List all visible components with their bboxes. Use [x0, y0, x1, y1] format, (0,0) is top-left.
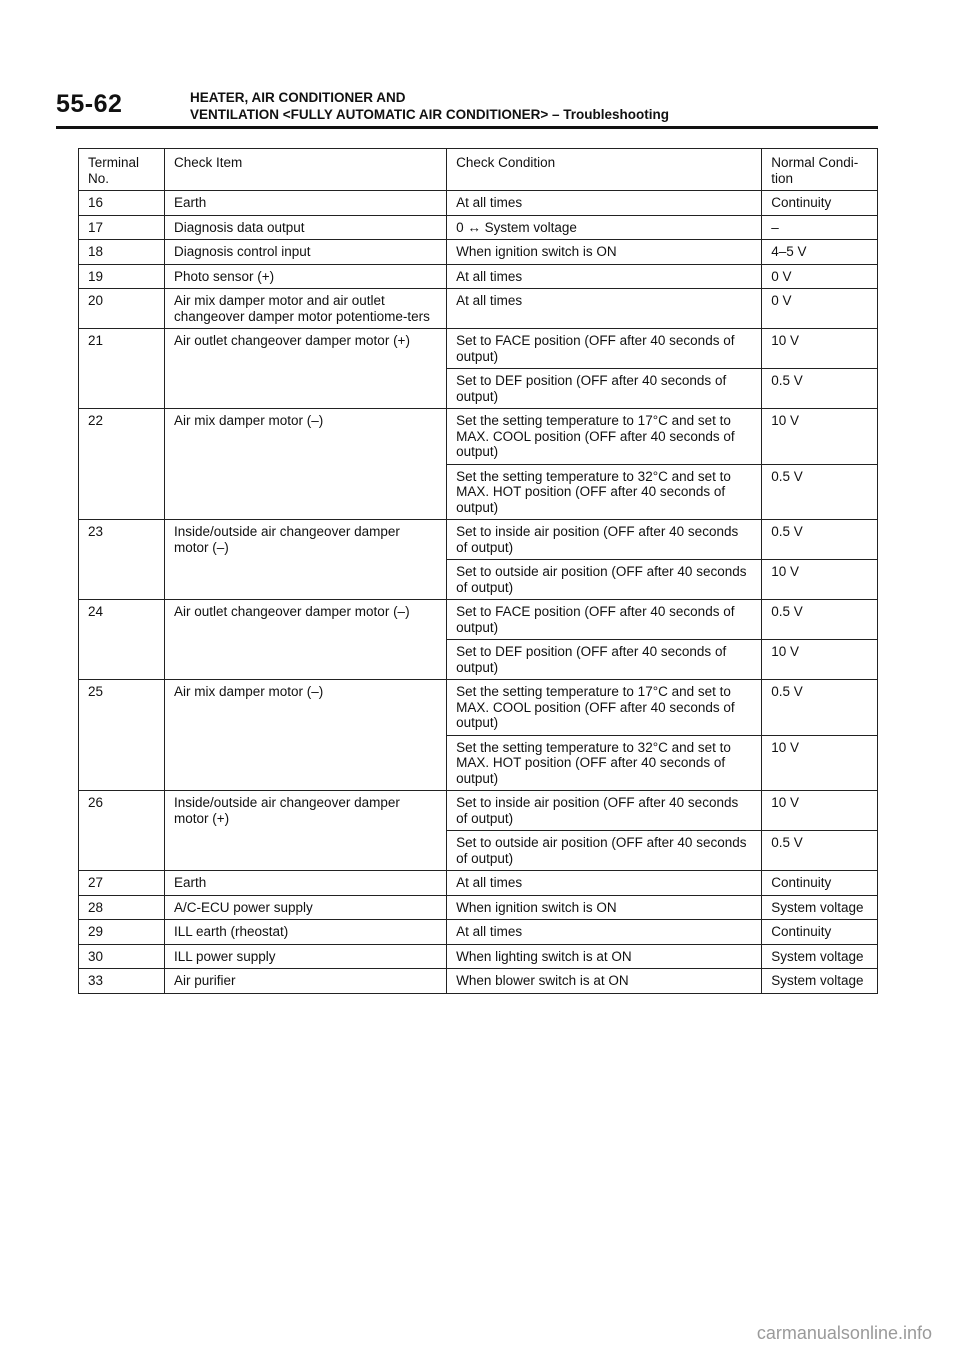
normal-condition: 0.5 V [762, 680, 878, 736]
terminal-check-table [78, 148, 878, 994]
terminal-number: 28 [79, 895, 165, 920]
normal-condition: 0 V [762, 289, 878, 329]
table-row [79, 289, 878, 329]
check-condition: When ignition switch is ON [447, 240, 762, 265]
terminal-number: 29 [79, 920, 165, 945]
page-header [190, 89, 669, 123]
check-condition: When ignition switch is ON [447, 895, 762, 920]
check-item: ILL power supply [164, 944, 446, 969]
check-condition: Set to outside air position (OFF after 40 seconds of output) [447, 560, 762, 600]
table-header-row [79, 149, 878, 191]
table-row [79, 680, 878, 736]
terminal-number: 27 [79, 871, 165, 896]
check-condition: 0 ↔ System voltage [447, 215, 762, 240]
check-item: Diagnosis control input [164, 240, 446, 265]
table-row [79, 520, 878, 560]
terminal-number: 25 [79, 680, 165, 791]
normal-condition: System voltage [762, 969, 878, 994]
normal-condition: 10 V [762, 735, 878, 791]
table-row [79, 944, 878, 969]
check-condition: At all times [447, 920, 762, 945]
check-condition: Set to FACE position (OFF after 40 seconds of output) [447, 329, 762, 369]
header-title-line2: VENTILATION <FULLY AUTOMATIC AIR CONDITIONER> – Troubleshooting [190, 107, 670, 122]
normal-condition: 10 V [762, 640, 878, 680]
normal-condition: Continuity [762, 191, 878, 216]
check-condition: Set to outside air position (OFF after 40 seconds of output) [447, 831, 762, 871]
check-item: Air purifier [164, 969, 446, 994]
terminal-number: 22 [79, 409, 165, 520]
check-item: Air mix damper motor (–) [164, 409, 446, 520]
terminal-number: 16 [79, 191, 165, 216]
check-condition: Set the setting temperature to 32°C and set to MAX. HOT position (OFF after 40 seconds of output) [447, 464, 762, 520]
normal-condition: 10 V [762, 329, 878, 369]
check-item: Air mix damper motor and air outlet changeover damper motor potentiome-ters [164, 289, 446, 329]
check-item: Earth [164, 191, 446, 216]
table-row [79, 920, 878, 945]
table-row [79, 191, 878, 216]
normal-condition: System voltage [762, 895, 878, 920]
terminal-number: 19 [79, 264, 165, 289]
header-rule [56, 126, 878, 129]
table-row [79, 969, 878, 994]
check-item: A/C-ECU power supply [164, 895, 446, 920]
normal-condition: Continuity [762, 920, 878, 945]
check-condition: At all times [447, 264, 762, 289]
table-row [79, 215, 878, 240]
normal-condition: 0.5 V [762, 831, 878, 871]
terminal-number: 20 [79, 289, 165, 329]
check-condition: When lighting switch is at ON [447, 944, 762, 969]
terminal-number: 18 [79, 240, 165, 265]
normal-condition: 10 V [762, 409, 878, 465]
check-condition: Set to DEF position (OFF after 40 seconds of output) [447, 369, 762, 409]
terminal-number: 23 [79, 520, 165, 600]
column-header-check-condition: Check Condition [447, 149, 762, 191]
check-item: Photo sensor (+) [164, 264, 446, 289]
check-condition: At all times [447, 871, 762, 896]
column-header-normal-condition: Normal Condi-tion [762, 149, 878, 191]
header-title-line1: HEATER, AIR CONDITIONER AND [190, 90, 406, 105]
table-row [79, 329, 878, 369]
check-condition: Set to inside air position (OFF after 40 seconds of output) [447, 520, 762, 560]
check-item: Diagnosis data output [164, 215, 446, 240]
normal-condition: – [762, 215, 878, 240]
table-row [79, 895, 878, 920]
check-item: ILL earth (rheostat) [164, 920, 446, 945]
normal-condition: 10 V [762, 791, 878, 831]
check-condition: Set the setting temperature to 32°C and set to MAX. HOT position (OFF after 40 seconds of output) [447, 735, 762, 791]
table-row [79, 409, 878, 465]
check-condition: Set the setting temperature to 17°C and set to MAX. COOL position (OFF after 40 seconds of output) [447, 409, 762, 465]
check-condition: At all times [447, 191, 762, 216]
watermark: carmanualsonline.info [756, 1323, 932, 1343]
table-row [79, 871, 878, 896]
normal-condition: 0.5 V [762, 369, 878, 409]
terminal-number: 26 [79, 791, 165, 871]
check-condition: Set to inside air position (OFF after 40 seconds of output) [447, 791, 762, 831]
normal-condition: System voltage [762, 944, 878, 969]
normal-condition: 0.5 V [762, 464, 878, 520]
check-item: Air outlet changeover damper motor (+) [164, 329, 446, 409]
normal-condition: 4–5 V [762, 240, 878, 265]
terminal-number: 24 [79, 600, 165, 680]
check-item: Air mix damper motor (–) [164, 680, 446, 791]
check-condition: At all times [447, 289, 762, 329]
terminal-number: 33 [79, 969, 165, 994]
check-condition: Set the setting temperature to 17°C and set to MAX. COOL position (OFF after 40 seconds of output) [447, 680, 762, 736]
normal-condition: 0.5 V [762, 520, 878, 560]
table-row [79, 791, 878, 831]
check-item: Earth [164, 871, 446, 896]
check-item: Air outlet changeover damper motor (–) [164, 600, 446, 680]
table-row [79, 600, 878, 640]
terminal-number: 17 [79, 215, 165, 240]
check-condition: When blower switch is at ON [447, 969, 762, 994]
column-header-check-item: Check Item [164, 149, 446, 191]
table-row [79, 240, 878, 265]
normal-condition: Continuity [762, 871, 878, 896]
terminal-number: 21 [79, 329, 165, 409]
check-condition: Set to FACE position (OFF after 40 seconds of output) [447, 600, 762, 640]
normal-condition: 0 V [762, 264, 878, 289]
check-item: Inside/outside air changeover damper motor (–) [164, 520, 446, 600]
check-item: Inside/outside air changeover damper motor (+) [164, 791, 446, 871]
terminal-number: 30 [79, 944, 165, 969]
normal-condition: 10 V [762, 560, 878, 600]
table-row [79, 264, 878, 289]
page-number: 55-62 [56, 90, 123, 118]
normal-condition: 0.5 V [762, 600, 878, 640]
check-condition: Set to DEF position (OFF after 40 seconds of output) [447, 640, 762, 680]
column-header-terminal: Terminal No. [79, 149, 165, 191]
